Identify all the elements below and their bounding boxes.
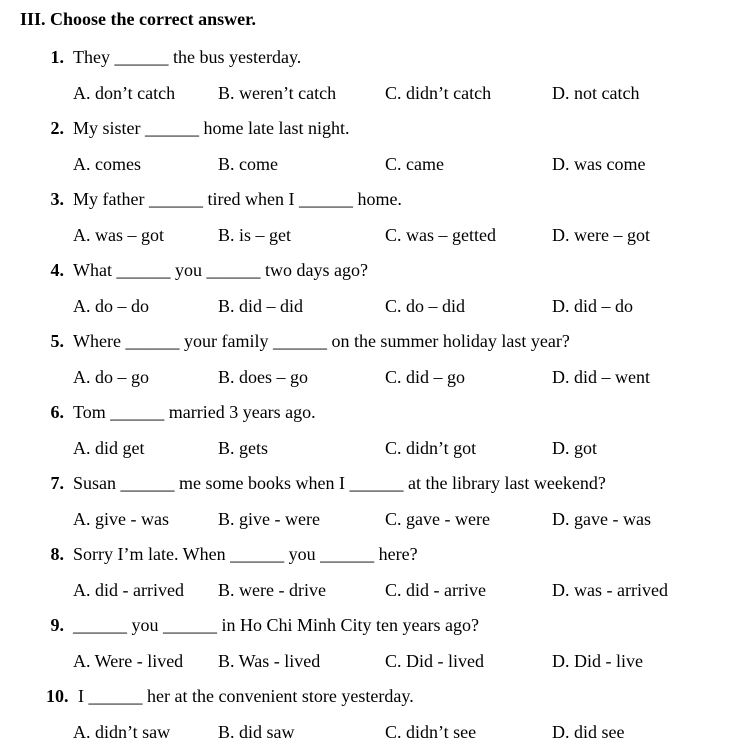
option-a[interactable]: A. was – got xyxy=(73,225,164,245)
section-title: III. Choose the correct answer. xyxy=(20,9,256,29)
option-a[interactable]: A. didn’t saw xyxy=(73,722,171,742)
option-c[interactable]: C. do – did xyxy=(385,296,466,316)
question-stem: ______ you ______ in Ho Chi Minh City ten years ago? xyxy=(73,615,479,635)
question-stem: My sister ______ home late last night. xyxy=(73,118,350,138)
question-2 xyxy=(0,116,750,187)
option-c[interactable]: C. didn’t catch xyxy=(385,83,492,103)
question-stem: I ______ her at the convenient store yesterday. xyxy=(78,686,414,706)
question-6 xyxy=(0,400,750,471)
option-c[interactable]: C. gave - were xyxy=(385,509,490,529)
option-a[interactable]: A. do – do xyxy=(73,296,149,316)
question-stem: Tom ______ married 3 years ago. xyxy=(73,402,316,422)
option-d[interactable]: D. was come xyxy=(552,154,646,174)
option-a[interactable]: A. comes xyxy=(73,154,141,174)
option-c[interactable]: C. Did - lived xyxy=(385,651,484,671)
question-5 xyxy=(0,329,750,400)
option-d[interactable]: D. was - arrived xyxy=(552,580,668,600)
option-a[interactable]: A. Were - lived xyxy=(73,651,184,671)
question-number: 2. xyxy=(50,118,64,138)
question-1 xyxy=(0,45,750,116)
question-number: 8. xyxy=(50,544,64,564)
option-a[interactable]: A. give - was xyxy=(73,509,169,529)
question-stem: Susan ______ me some books when I ______ at the library last weekend? xyxy=(73,473,606,493)
question-9 xyxy=(0,613,750,684)
option-b[interactable]: B. did – did xyxy=(218,296,304,316)
option-b[interactable]: B. come xyxy=(218,154,278,174)
option-a[interactable]: A. did - arrived xyxy=(73,580,184,600)
question-8 xyxy=(0,542,750,613)
question-stem: They ______ the bus yesterday. xyxy=(73,47,302,67)
option-d[interactable]: D. did see xyxy=(552,722,625,742)
option-c[interactable]: C. was – getted xyxy=(385,225,496,245)
question-stem: What ______ you ______ two days ago? xyxy=(73,260,368,280)
question-number: 6. xyxy=(50,402,64,422)
question-number: 5. xyxy=(50,331,64,351)
option-d[interactable]: D. Did - live xyxy=(552,651,643,671)
question-10 xyxy=(0,684,750,755)
option-a[interactable]: A. don’t catch xyxy=(73,83,176,103)
option-b[interactable]: B. give - were xyxy=(218,509,320,529)
option-c[interactable]: C. didn’t got xyxy=(385,438,477,458)
option-d[interactable]: D. were – got xyxy=(552,225,650,245)
question-stem: Sorry I’m late. When ______ you ______ here? xyxy=(73,544,418,564)
option-d[interactable]: D. gave - was xyxy=(552,509,651,529)
option-d[interactable]: D. did – went xyxy=(552,367,650,387)
option-b[interactable]: B. is – get xyxy=(218,225,292,245)
option-b[interactable]: B. were - drive xyxy=(218,580,326,600)
question-stem: My father ______ tired when I ______ home. xyxy=(73,189,402,209)
option-c[interactable]: C. did - arrive xyxy=(385,580,486,600)
question-number: 7. xyxy=(50,473,64,493)
option-d[interactable]: D. did – do xyxy=(552,296,633,316)
question-number: 9. xyxy=(50,615,64,635)
option-a[interactable]: A. do – go xyxy=(73,367,149,387)
option-d[interactable]: D. not catch xyxy=(552,83,640,103)
option-b[interactable]: B. did saw xyxy=(218,722,295,742)
option-c[interactable]: C. came xyxy=(385,154,444,174)
question-stem: Where ______ your family ______ on the summer holiday last year? xyxy=(73,331,570,351)
option-b[interactable]: B. does – go xyxy=(218,367,308,387)
option-d[interactable]: D. got xyxy=(552,438,597,458)
question-4 xyxy=(0,258,750,329)
question-number: 10. xyxy=(46,686,69,706)
option-b[interactable]: B. Was - lived xyxy=(218,651,321,671)
option-b[interactable]: B. weren’t catch xyxy=(218,83,337,103)
question-number: 1. xyxy=(50,47,64,67)
question-number: 3. xyxy=(50,189,64,209)
option-c[interactable]: C. did – go xyxy=(385,367,466,387)
option-c[interactable]: C. didn’t see xyxy=(385,722,477,742)
question-7 xyxy=(0,471,750,542)
question-number: 4. xyxy=(50,260,64,280)
option-a[interactable]: A. did get xyxy=(73,438,145,458)
option-b[interactable]: B. gets xyxy=(218,438,269,458)
question-3 xyxy=(0,187,750,258)
